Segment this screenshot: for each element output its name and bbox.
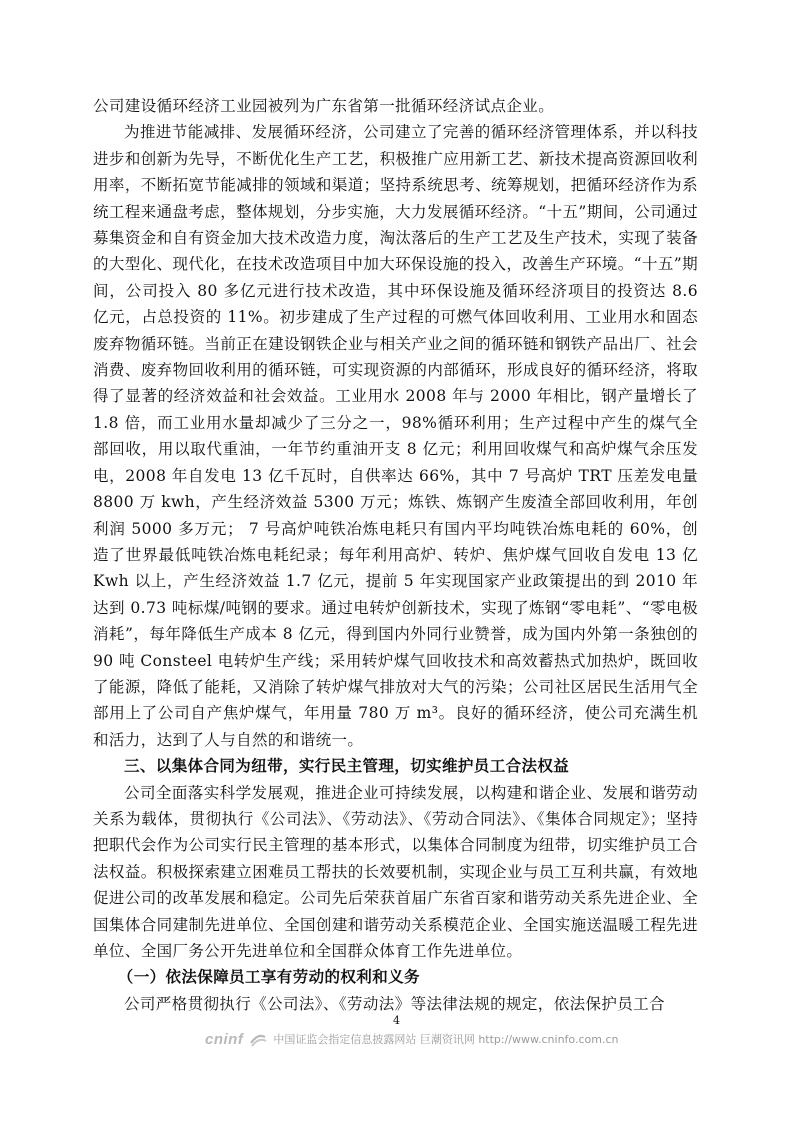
section-heading: 三、以集体合同为纽带，实行民主管理，切实维护员工合法权益 xyxy=(124,756,570,776)
subsection-heading: （一）依法保障员工享有劳动的权利和义务 xyxy=(117,967,420,987)
footer-text: 中国证监会指定信息披露网站 巨潮资讯网 http://www.cninfo.com.cn xyxy=(273,1033,619,1046)
paragraph-labor-rights: 公司严格贯彻执行《公司法》、《劳动法》等法律法规的规定，依法保护员工合 xyxy=(124,994,666,1013)
cninf-logo-text: cninf xyxy=(205,1030,244,1048)
body-text xyxy=(93,93,698,1017)
paragraph-collective-contract: 公司全面落实科学发展观，推进企业可持续发展，以构建和谐企业、发展和谐劳动关系为载体，贯彻执行《公司法》、《劳动法》、《劳动合同法》、《集体合同规定》；坚持把职代会作为公司实行民主管理的基本形式，以集体合同制度为纽带，切实维护员工合法权益。积极探索建立困难员工帮扶的长效要机制，实现企业与员工互利共赢，有效地促进公司的改革发展和稳定。公司先后荣获首届广东省百家和谐劳动关系先进企业、全国集体合同建制先进单位、全国创建和谐劳动关系模范企业、全国实施送温暖工程先进单位、全国厂务公开先进单位和全国群众体育工作先进单位。 xyxy=(93,783,698,960)
cninf-logo-icon xyxy=(249,1031,267,1047)
page-number: 4 xyxy=(393,1014,400,1027)
paragraph-circular-economy: 为推进节能减排、发展循环经济，公司建立了完善的循环经济管理体系，并以科技进步和创新为先导，不断优化生产工艺，积极推广应用新工艺、新技术提高资源回收利用率，不断拓宽节能减排的领域和渠道；坚持系统思考、统筹规划，把循环经济作为系统工程来通盘考虑，整体规划，分步实施，大力发展循环经济。“十五”期间，公司通过募集资金和自有资金加大技术改造力度，淘汰落后的生产工艺及生产技术，实现了装备的大型化、现代化，在技术改造项目中加大环保设施的投入，改善生产环境。“十五”期间，公司投入 80 多亿元进行技术改造，其中环保设施及循环经济项目的投资达 8.6 亿元，占总投资的 11%。初步建成了生产过程的可燃气体回收利用、工业用水和固态废弃物循环链。当前正在建设钢铁企业与相关产业之间的循环链和钢铁产品出厂、社会消费、废弃物回收利用的循环链，可实现资源的内部循环，形成良好的循环经济，将取得了显著的经济效益和社会效益。工业用水 2008 年与 2000 年相比，钢产量增长了 1.8 倍，而工业用水量却减少了三分之一，98%循环利用；生产过程中产生的煤气全部回收，用以取代重油，一年节约重油开支 8 亿元；利用回收煤气和高炉煤气余压发电，2008 年自发电 13 亿千瓦时，自供率达 66%，其中 7 号高炉 TRT 压差发电量 8800 万 kwh，产生经济效益 5300 万元；炼铁、炼钢产生废渣全部回收利用，年创利润 5000 多万元； 7 号高炉吨铁冶炼电耗只有国内平均吨铁冶炼电耗的 60%，创造了世界最低吨铁冶炼电耗纪录；每年利用高炉、转炉、焦炉煤气回收自发电 13 亿 Kwh 以上，产生经济效益 1.7 亿元，提前 5 年实现国家产业政策提出的到 2010 年达到 0.73 吨标煤/吨钢的要求。通过电转炉创新技术，实现了炼钢“零电耗”、“零电极消耗”，每年降低生产成本 8 亿元，得到国内外同行业赞誉，成为国内外第一条独创的 90 吨 Consteel 电转炉生产线；采用转炉煤气回收技术和高效蓄热式加热炉，既回收了能源，降低了能耗，又消除了转炉煤气排放对大气的污染；公司社区居民生活用气全部用上了公司自产焦炉煤气，年用量 780 万 m³。良好的循环经济，使公司充满生机和活力，达到了人与自然的和谐统一。 xyxy=(93,123,698,749)
footer xyxy=(205,1030,618,1048)
paragraph-intro: 公司建设循环经济工业园被列为广东省第一批循环经济试点企业。 xyxy=(93,97,555,115)
